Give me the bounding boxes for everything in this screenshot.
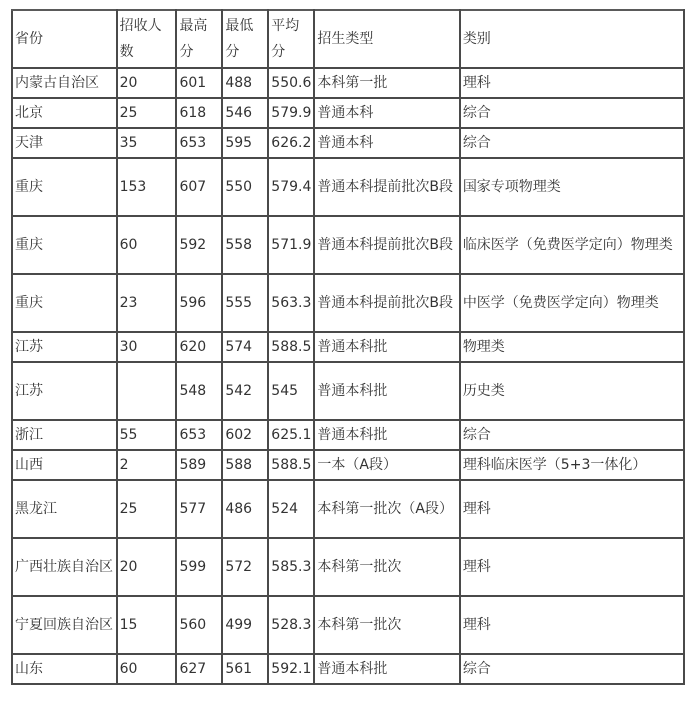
cell-category: 历史类 xyxy=(460,362,684,420)
cell-province: 北京 xyxy=(12,98,117,128)
cell-category: 国家专项物理类 xyxy=(460,158,684,216)
cell-admission-type: 本科第一批次（A段） xyxy=(314,480,459,538)
cell-admission-type: 普通本科提前批次B段 xyxy=(314,158,459,216)
cell-max-score: 653 xyxy=(176,128,222,158)
cell-admission-type: 普通本科批 xyxy=(314,420,459,450)
table-row xyxy=(12,596,684,654)
cell-category: 临床医学（免费医学定向）物理类 xyxy=(460,216,684,274)
cell-min-score: 488 xyxy=(222,68,268,98)
header-min-score: 最低分 xyxy=(222,10,268,68)
cell-min-score: 499 xyxy=(222,596,268,654)
cell-max-score: 620 xyxy=(176,332,222,362)
cell-enrolled: 20 xyxy=(117,68,177,98)
table-row xyxy=(12,480,684,538)
cell-max-score: 601 xyxy=(176,68,222,98)
table-body xyxy=(12,68,684,684)
cell-min-score: 602 xyxy=(222,420,268,450)
cell-avg-score: 524 xyxy=(268,480,314,538)
cell-admission-type: 本科第一批 xyxy=(314,68,459,98)
cell-min-score: 546 xyxy=(222,98,268,128)
cell-avg-score: 545 xyxy=(268,362,314,420)
cell-max-score: 596 xyxy=(176,274,222,332)
cell-admission-type: 普通本科批 xyxy=(314,362,459,420)
cell-category: 综合 xyxy=(460,654,684,684)
table-row xyxy=(12,362,684,420)
cell-enrolled: 25 xyxy=(117,98,177,128)
cell-admission-type: 普通本科 xyxy=(314,128,459,158)
table-row xyxy=(12,654,684,684)
cell-min-score: 595 xyxy=(222,128,268,158)
cell-min-score: 555 xyxy=(222,274,268,332)
admission-scores-table xyxy=(11,9,685,685)
cell-min-score: 572 xyxy=(222,538,268,596)
cell-min-score: 486 xyxy=(222,480,268,538)
cell-enrolled: 153 xyxy=(117,158,177,216)
header-enrolled: 招收人数 xyxy=(117,10,177,68)
cell-max-score: 560 xyxy=(176,596,222,654)
table-row xyxy=(12,274,684,332)
cell-province: 江苏 xyxy=(12,362,117,420)
table-row xyxy=(12,128,684,158)
cell-avg-score: 571.9 xyxy=(268,216,314,274)
cell-province: 广西壮族自治区 xyxy=(12,538,117,596)
table-row xyxy=(12,158,684,216)
cell-avg-score: 579.9 xyxy=(268,98,314,128)
cell-enrolled: 20 xyxy=(117,538,177,596)
cell-admission-type: 本科第一批次 xyxy=(314,596,459,654)
cell-province: 重庆 xyxy=(12,216,117,274)
cell-max-score: 599 xyxy=(176,538,222,596)
cell-min-score: 574 xyxy=(222,332,268,362)
cell-province: 宁夏回族自治区 xyxy=(12,596,117,654)
table-row xyxy=(12,68,684,98)
cell-max-score: 589 xyxy=(176,450,222,480)
table-row xyxy=(12,538,684,596)
cell-province: 黑龙江 xyxy=(12,480,117,538)
cell-avg-score: 550.6 xyxy=(268,68,314,98)
cell-max-score: 592 xyxy=(176,216,222,274)
cell-category: 理科 xyxy=(460,538,684,596)
table-row xyxy=(12,420,684,450)
table-header-row xyxy=(12,10,684,68)
cell-admission-type: 本科第一批次 xyxy=(314,538,459,596)
cell-province: 重庆 xyxy=(12,274,117,332)
cell-min-score: 558 xyxy=(222,216,268,274)
cell-enrolled: 55 xyxy=(117,420,177,450)
cell-avg-score: 563.3 xyxy=(268,274,314,332)
cell-avg-score: 588.5 xyxy=(268,450,314,480)
cell-province: 天津 xyxy=(12,128,117,158)
cell-min-score: 561 xyxy=(222,654,268,684)
cell-province: 浙江 xyxy=(12,420,117,450)
header-admission-type: 招生类型 xyxy=(314,10,459,68)
cell-avg-score: 625.1 xyxy=(268,420,314,450)
table-row xyxy=(12,332,684,362)
cell-max-score: 607 xyxy=(176,158,222,216)
cell-province: 山东 xyxy=(12,654,117,684)
cell-category: 理科 xyxy=(460,68,684,98)
cell-province: 山西 xyxy=(12,450,117,480)
cell-enrolled: 25 xyxy=(117,480,177,538)
cell-category: 综合 xyxy=(460,128,684,158)
cell-avg-score: 585.3 xyxy=(268,538,314,596)
cell-max-score: 618 xyxy=(176,98,222,128)
header-province: 省份 xyxy=(12,10,117,68)
cell-enrolled xyxy=(117,362,177,420)
cell-enrolled: 23 xyxy=(117,274,177,332)
cell-category: 中医学（免费医学定向）物理类 xyxy=(460,274,684,332)
cell-avg-score: 528.3 xyxy=(268,596,314,654)
cell-enrolled: 30 xyxy=(117,332,177,362)
cell-category: 物理类 xyxy=(460,332,684,362)
cell-max-score: 653 xyxy=(176,420,222,450)
cell-category: 综合 xyxy=(460,98,684,128)
cell-enrolled: 15 xyxy=(117,596,177,654)
cell-admission-type: 普通本科 xyxy=(314,98,459,128)
table-row xyxy=(12,450,684,480)
cell-admission-type: 普通本科批 xyxy=(314,332,459,362)
header-category: 类别 xyxy=(460,10,684,68)
table-row xyxy=(12,216,684,274)
cell-enrolled: 2 xyxy=(117,450,177,480)
cell-enrolled: 60 xyxy=(117,654,177,684)
table-row xyxy=(12,98,684,128)
cell-min-score: 542 xyxy=(222,362,268,420)
cell-avg-score: 626.2 xyxy=(268,128,314,158)
cell-province: 重庆 xyxy=(12,158,117,216)
cell-avg-score: 579.4 xyxy=(268,158,314,216)
cell-min-score: 550 xyxy=(222,158,268,216)
cell-max-score: 548 xyxy=(176,362,222,420)
cell-max-score: 577 xyxy=(176,480,222,538)
cell-avg-score: 588.5 xyxy=(268,332,314,362)
cell-enrolled: 60 xyxy=(117,216,177,274)
cell-category: 理科 xyxy=(460,480,684,538)
cell-max-score: 627 xyxy=(176,654,222,684)
header-max-score: 最高分 xyxy=(176,10,222,68)
cell-min-score: 588 xyxy=(222,450,268,480)
cell-admission-type: 普通本科提前批次B段 xyxy=(314,274,459,332)
cell-admission-type: 一本（A段） xyxy=(314,450,459,480)
cell-category: 理科临床医学（5+3一体化） xyxy=(460,450,684,480)
cell-category: 理科 xyxy=(460,596,684,654)
cell-admission-type: 普通本科提前批次B段 xyxy=(314,216,459,274)
cell-province: 内蒙古自治区 xyxy=(12,68,117,98)
cell-enrolled: 35 xyxy=(117,128,177,158)
cell-admission-type: 普通本科批 xyxy=(314,654,459,684)
header-avg-score: 平均分 xyxy=(268,10,314,68)
cell-category: 综合 xyxy=(460,420,684,450)
cell-province: 江苏 xyxy=(12,332,117,362)
cell-avg-score: 592.1 xyxy=(268,654,314,684)
